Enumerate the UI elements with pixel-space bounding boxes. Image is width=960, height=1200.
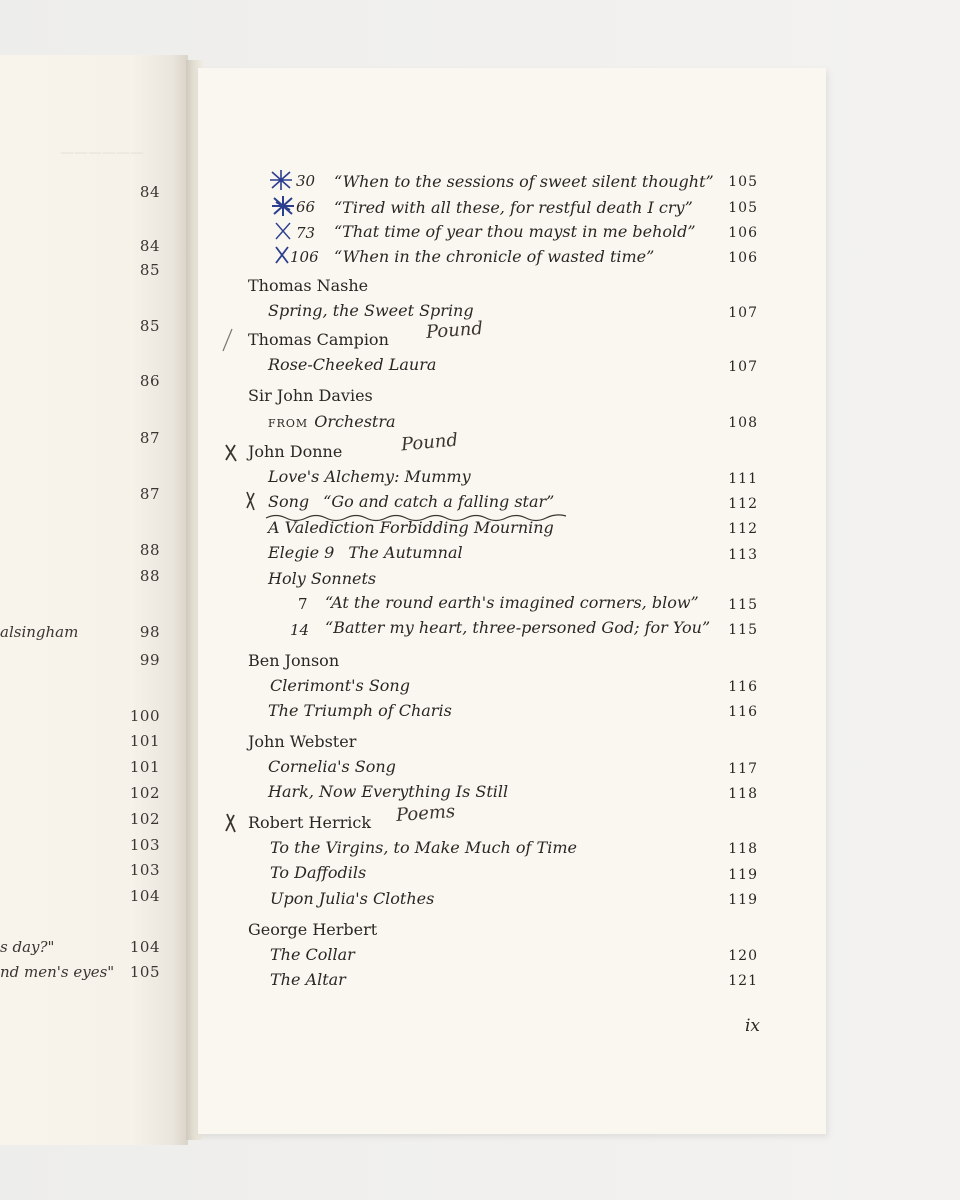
left-page-number: 101 — [129, 732, 160, 750]
pencil-slash-mark-icon — [220, 326, 236, 354]
sonnet-title: “At the round earth's imagined corners, blow” — [325, 593, 699, 612]
page-number: 112 — [728, 521, 758, 537]
author-name: Sir John Davies — [248, 386, 373, 405]
left-page-number: 103 — [129, 836, 160, 854]
poem-title: To Daffodils — [270, 863, 367, 882]
left-page-number: 100 — [129, 707, 160, 725]
author-name: John Donne — [248, 442, 343, 461]
page-number: 113 — [728, 547, 758, 563]
page-number: 116 — [728, 704, 758, 720]
left-page-number: 104 — [129, 938, 160, 956]
author-name: George Herbert — [248, 920, 378, 939]
page-number: 105 — [728, 174, 758, 190]
page-number: 106 — [728, 225, 758, 241]
page-number: 105 — [728, 200, 758, 216]
poem-title: Love's Alchemy: Mummy — [268, 467, 471, 486]
poem-title: To the Virgins, to Make Much of Time — [270, 838, 577, 857]
left-page-number: 102 — [129, 784, 160, 802]
poem-title: Upon Julia's Clothes — [270, 889, 435, 908]
sonnet-number: 30 — [296, 172, 316, 190]
sonnet-title: “That time of year thou mayst in me behold” — [334, 222, 696, 241]
x-mark-icon — [242, 488, 260, 514]
left-page-number: 99 — [139, 651, 160, 669]
sonnet-title: “When to the sessions of sweet silent thought” — [334, 172, 714, 191]
left-page: —————— 84 84 85 85 86 87 87 88 88 alsingham 98 99 100 101 101 102 102 103 103 104 s day?" 104 nd men's eyes" 105 — [0, 55, 188, 1145]
poem-title: Song “Go and catch a falling star” — [268, 492, 555, 511]
left-page-number: 105 — [129, 963, 160, 981]
poem-title: The Altar — [270, 970, 346, 989]
left-page-number: 88 — [139, 567, 160, 585]
author-name: Ben Jonson — [248, 651, 340, 670]
page-number: 121 — [728, 973, 758, 989]
poem-title: The Collar — [270, 945, 355, 964]
page-number: 118 — [728, 786, 758, 802]
left-page-number: 103 — [129, 861, 160, 879]
left-page-number: 98 — [139, 623, 160, 641]
page-number: 112 — [728, 496, 758, 512]
handwritten-note: Pound — [400, 429, 459, 456]
page-number: 115 — [728, 622, 758, 638]
left-page-title-fragment: s day?" — [0, 938, 55, 956]
left-page-number: 85 — [139, 317, 160, 335]
left-page-number: 101 — [129, 758, 160, 776]
page-number: 120 — [728, 948, 758, 964]
left-page-number: 84 — [139, 183, 160, 201]
page-number: 119 — [728, 867, 758, 883]
poem-title: Elegie 9 The Autumnal — [268, 543, 463, 562]
poem-title: A Valediction Forbidding Mourning — [268, 518, 554, 537]
poem-title: FROM Orchestra — [268, 412, 396, 431]
page-number: 111 — [728, 471, 758, 487]
sonnet-number: 7 — [298, 595, 308, 613]
poem-title: Spring, the Sweet Spring — [268, 301, 474, 320]
sonnet-title: “Batter my heart, three-personed God; for You” — [325, 618, 711, 637]
left-page-number: 84 — [139, 237, 160, 255]
page-number: 115 — [728, 597, 758, 613]
left-page-number: 86 — [139, 372, 160, 390]
handwritten-note: Poems — [395, 800, 456, 827]
x-mark-icon — [222, 810, 240, 836]
poem-title: Holy Sonnets — [268, 569, 377, 588]
left-page-number: 88 — [139, 541, 160, 559]
right-page — [198, 68, 826, 1134]
blue-star-mark-icon — [268, 168, 294, 192]
author-name: Robert Herrick — [248, 813, 372, 832]
left-page-title-fragment: nd men's eyes" — [0, 963, 115, 981]
page-number: 108 — [728, 415, 758, 431]
page-number: 116 — [728, 679, 758, 695]
left-page-number: 87 — [139, 485, 160, 503]
page-number: 106 — [728, 250, 758, 266]
poem-title: The Triumph of Charis — [268, 701, 452, 720]
left-page-number: 104 — [129, 887, 160, 905]
poem-title: Hark, Now Everything Is Still — [268, 782, 509, 801]
blue-x-mark-icon — [272, 244, 292, 266]
author-name: Thomas Nashe — [248, 276, 369, 295]
sonnet-title: “When in the chronicle of wasted time” — [334, 247, 655, 266]
left-page-title-fragment: alsingham — [0, 623, 79, 641]
sonnet-number: 73 — [296, 224, 316, 242]
page-number: 107 — [728, 359, 758, 375]
author-name: Thomas Campion — [248, 330, 389, 349]
page-number: 118 — [728, 841, 758, 857]
sonnet-number: 106 — [290, 248, 319, 266]
page-folio: ix — [744, 1016, 760, 1036]
page-number: 107 — [728, 305, 758, 321]
handwritten-note: Pound — [425, 318, 484, 343]
sonnet-title: “Tired with all these, for restful death I cry” — [334, 198, 693, 217]
page-number: 119 — [728, 892, 758, 908]
poem-title: Rose-Cheeked Laura — [268, 355, 437, 374]
x-mark-icon — [222, 441, 240, 465]
left-page-number: 85 — [139, 261, 160, 279]
left-page-number: 102 — [129, 810, 160, 828]
poem-title: Cornelia's Song — [268, 757, 396, 776]
sonnet-number: 14 — [290, 621, 310, 639]
author-name: John Webster — [248, 732, 357, 751]
sonnet-number: 66 — [296, 198, 316, 216]
poem-title: Clerimont's Song — [270, 676, 410, 695]
blue-star-mark-icon — [270, 194, 296, 218]
blue-x-mark-icon — [272, 220, 294, 242]
page-number: 117 — [728, 761, 758, 777]
left-page-number: 87 — [139, 429, 160, 447]
